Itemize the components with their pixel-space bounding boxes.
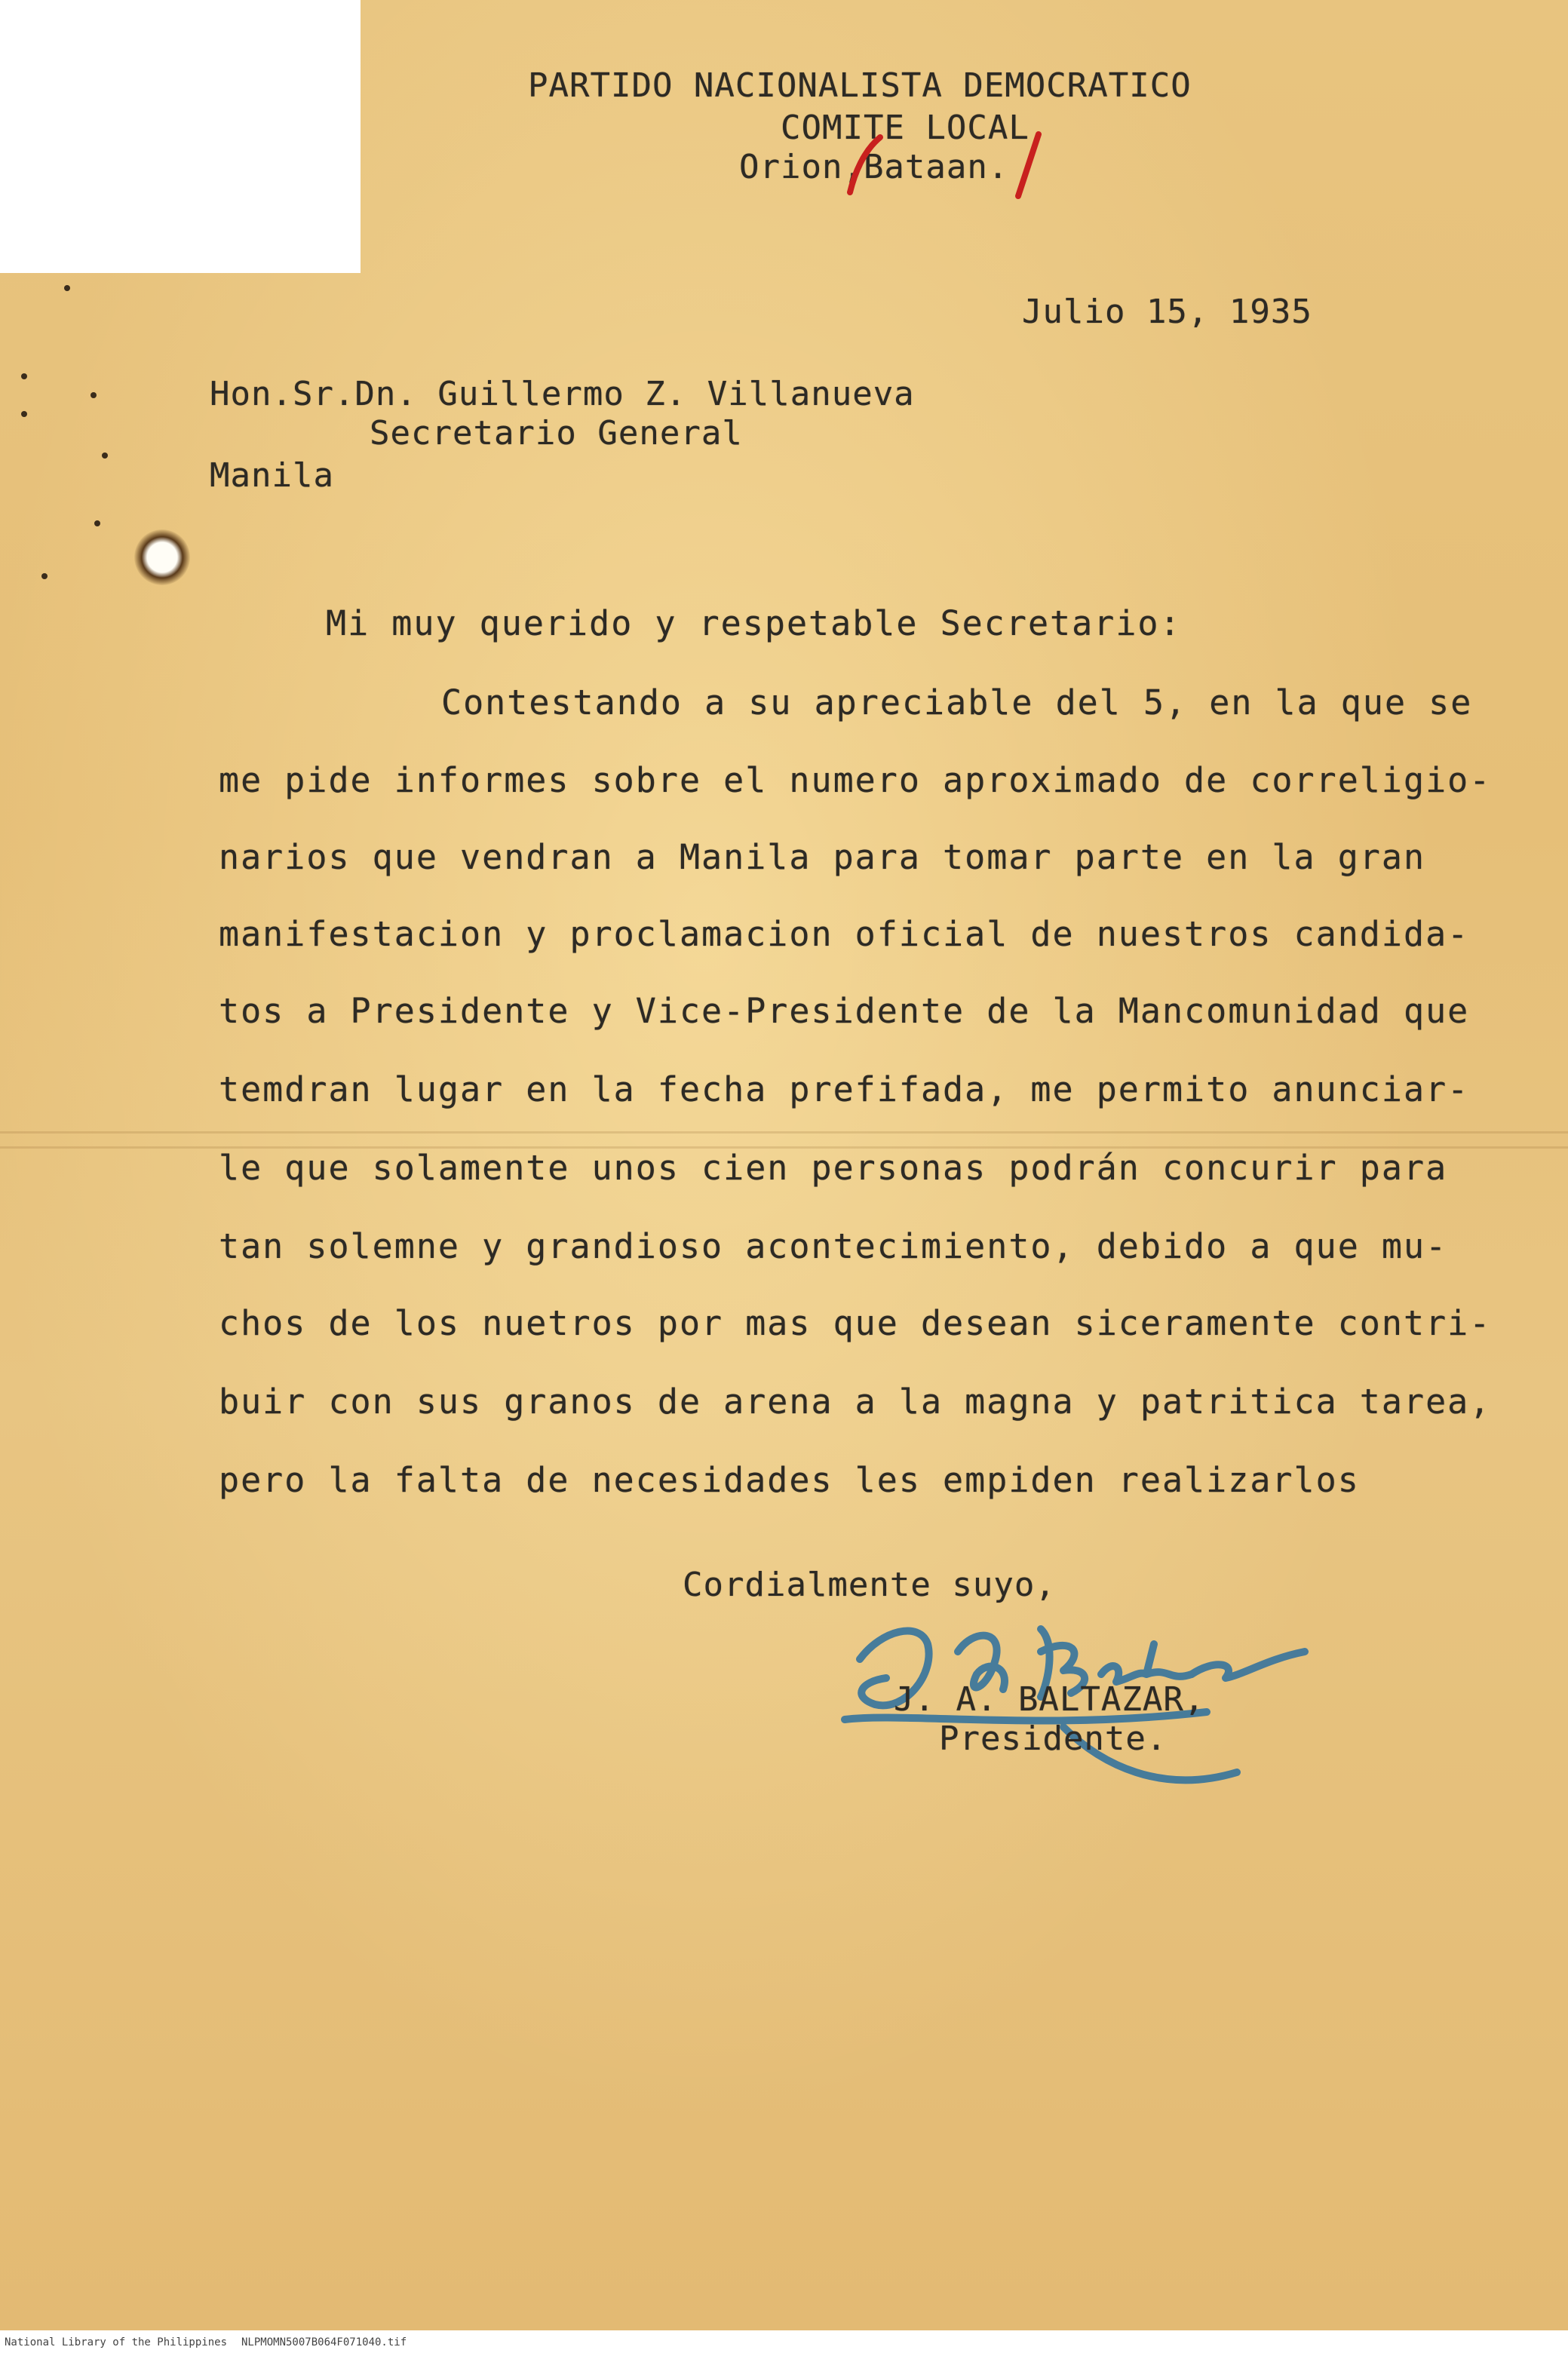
letterhead-location: Orion,Bataan. [739, 148, 1009, 186]
letter-date: Julio 15, 1935 [1022, 293, 1312, 331]
body-line: chos de los nuetros por mas que desean siceramente contri- [219, 1303, 1492, 1343]
footer-institution: National Library of the Philippines [5, 2336, 228, 2348]
body-line: pero la falta de necesidades les empiden realizarlos [219, 1460, 1360, 1500]
ink-speck [21, 411, 27, 417]
body-line: me pide informes sobre el numero aproximado de correligio- [219, 760, 1492, 800]
ink-speck [91, 392, 97, 398]
body-line: manifestacion y proclamacion oficial de nuestros candida- [219, 914, 1470, 954]
scan-footer [0, 2330, 1568, 2353]
ink-speck [102, 452, 108, 459]
signer-name: J. A. BALTAZAR, [894, 1680, 1205, 1719]
torn-corner [0, 0, 361, 273]
punch-hole [134, 529, 190, 585]
body-line: Contestando a su apreciable del 5, en la que se [441, 683, 1473, 722]
ink-speck [41, 573, 48, 579]
letterhead-committee: COMITE LOCAL [781, 109, 1029, 147]
signer-title: Presidente. [939, 1720, 1168, 1758]
addressee-title: Secretario General [370, 414, 743, 452]
ink-speck [94, 520, 100, 526]
body-line: tos a Presidente y Vice-Presidente de la Mancomunidad que [219, 991, 1470, 1031]
body-line: narios que vendran a Manila para tomar parte en la gran [219, 837, 1426, 877]
body-line: temdran lugar en la fecha prefifada, me permito anunciar- [219, 1069, 1470, 1109]
addressee-name: Hon.Sr.Dn. Guillermo Z. Villanueva [210, 375, 915, 413]
salutation: Mi muy querido y respetable Secretario: [326, 603, 1182, 643]
closing: Cordialmente suyo, [683, 1566, 1056, 1604]
body-line: le que solamente unos cien personas podrán concurir para [219, 1148, 1448, 1188]
footer-file-id: NLPMOMN5007B064F071040.tif [241, 2336, 407, 2348]
letterhead-party: PARTIDO NACIONALISTA DEMOCRATICO [528, 66, 1192, 105]
ink-speck [21, 373, 27, 379]
ink-speck [64, 285, 70, 291]
fold-crease [0, 1131, 1568, 1134]
red-check-mark [841, 121, 1052, 211]
body-line: buir con sus granos de arena a la magna y patritica tarea, [219, 1382, 1492, 1422]
body-line: tan solemne y grandioso acontecimiento, debido a que mu- [219, 1226, 1448, 1266]
addressee-city: Manila [210, 456, 334, 495]
